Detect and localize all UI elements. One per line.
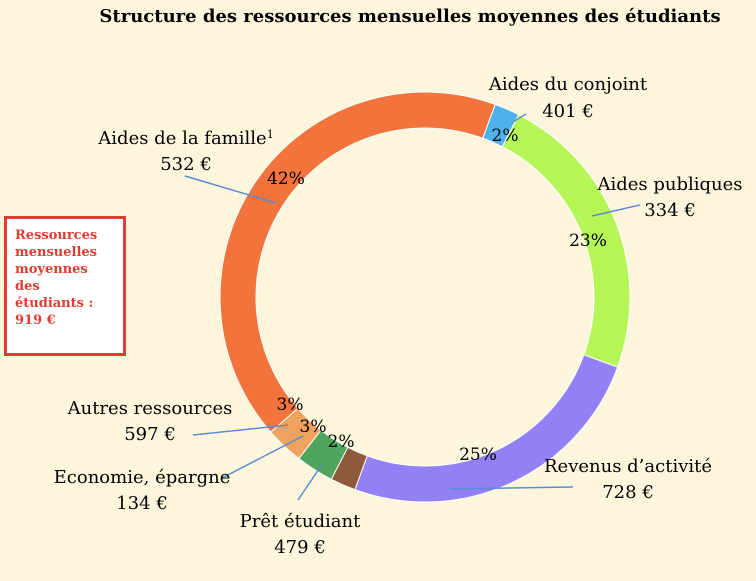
- category-label-aides-du-conjoint: Aides du conjoint: [488, 74, 648, 95]
- slice-revenus-d-activite: [355, 355, 618, 502]
- category-label-pret-etudiant: Prêt étudiant: [239, 511, 361, 532]
- category-label-autres-ressources: Autres ressources: [67, 398, 233, 419]
- footnote-marker: 1: [266, 127, 274, 141]
- pct-label-aides-du-conjoint: 2%: [491, 126, 519, 146]
- value-label-autres-ressources: 597 €: [124, 424, 176, 445]
- total-line-3: moyennes: [15, 262, 88, 277]
- leader-line-pret-etudiant: [298, 463, 323, 500]
- pct-label-aides-publiques: 23%: [569, 231, 607, 251]
- total-line-2: mensuelles: [15, 245, 97, 260]
- slice-aides-publiques: [502, 115, 630, 367]
- total-line-5: étudiants :: [15, 296, 94, 311]
- pct-label-autres-ressources: 3%: [276, 395, 304, 415]
- category-label-aides-publiques: Aides publiques: [597, 174, 743, 195]
- pct-label-aides-de-la-famille: 42%: [267, 169, 305, 189]
- value-label-revenus-d-activite: 728 €: [602, 482, 654, 503]
- total-line-6: 919 €: [15, 313, 56, 328]
- value-label-pret-etudiant: 479 €: [274, 537, 326, 558]
- total-line-1: Ressources: [15, 228, 98, 243]
- value-label-aides-publiques: 334 €: [644, 200, 696, 221]
- value-label-aides-de-la-famille: 532 €: [160, 154, 212, 175]
- category-label-aides-de-la-famille: Aides de la famille$^1$: [98, 127, 274, 149]
- pct-label-pret-etudiant: 2%: [327, 432, 355, 452]
- value-label-economie-epargne: 134 €: [116, 493, 168, 514]
- category-label-revenus-d-activite: Revenus d’activité: [543, 456, 713, 477]
- pct-label-revenus-d-activite: 25%: [459, 445, 497, 465]
- total-line-4: des: [15, 279, 40, 294]
- chart-title: Structure des ressources mensuelles moyennes des étudiants: [99, 6, 721, 27]
- value-label-aides-du-conjoint: 401 €: [542, 101, 594, 122]
- total-resources-box: [4, 216, 126, 356]
- pct-label-economie-epargne: 3%: [299, 417, 327, 437]
- leader-line-economie-epargne: [222, 436, 303, 478]
- category-label-economie-epargne: Economie, épargne: [53, 467, 231, 488]
